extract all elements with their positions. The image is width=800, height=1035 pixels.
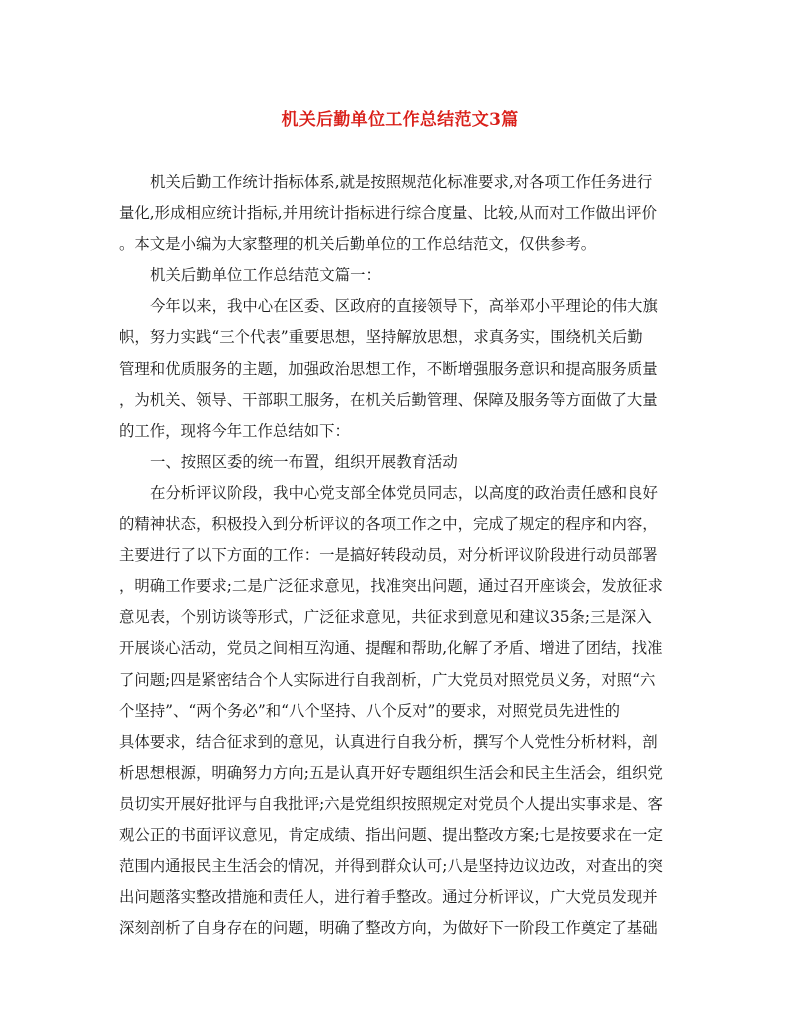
- body-line: 范围内通报民主生活会的情况，并得到群众认可;八是坚持边议边改，对查出的突: [119, 857, 663, 876]
- body-line: 个坚持”、“两个务必”和“八个坚持、八个反对”的要求，对照党员先进性的: [119, 701, 621, 720]
- body-line: ，明确工作要求;二是广泛征求意见，找准突出问题，通过召开座谈会，发放征求: [119, 577, 663, 596]
- body-line: 的工作，现将今年工作总结如下：: [119, 421, 350, 440]
- body-line: 深刻剖析了自身存在的问题，明确了整改方向，为做好下一阶段工作奠定了基础: [119, 919, 658, 938]
- document-body: [119, 167, 685, 944]
- body-line: 在分析评议阶段，我中心党支部全体党员同志，以高度的政治责任感和良好: [150, 483, 658, 502]
- body-line: 帜，努力实践“三个代表”重要思想，坚持解放思想，求真务实，围绕机关后勤: [119, 328, 643, 347]
- body-line: 机关后勤工作统计指标体系,就是按照规范化标准要求,对各项工作任务进行: [150, 173, 653, 191]
- body-line: 开展谈心活动，党员之间相互沟通、提醒和帮助,化解了矛盾、增进了团结，找准: [119, 639, 663, 658]
- body-line: 了问题;四是紧密结合个人实际进行自我剖析，广大党员对照党员义务，对照“六: [119, 670, 656, 689]
- body-line: ，为机关、领导、干部职工服务，在机关后勤管理、保障及服务等方面做了大量: [119, 390, 658, 409]
- body-line: 员切实开展好批评与自我批评;六是党组织按照规定对党员个人提出实事求是、客: [119, 794, 663, 813]
- body-line: 管理和优质服务的主题，加强政治思想工作，不断增强服务意识和提高服务质量: [119, 359, 658, 378]
- body-line: 意见表，个别访谈等形式，广泛征求意见，共征求到意见和建议35条;三是深入: [119, 608, 652, 627]
- body-line: 主要进行了以下方面的工作：一是搞好转段动员，对分析评议阶段进行动员部署: [119, 546, 658, 565]
- body-line: 今年以来，我中心在区委、区政府的直接领导下，高举邓小平理论的伟大旗: [150, 297, 658, 316]
- document-title: 机关后勤单位工作总结范文3篇: [281, 110, 519, 130]
- body-line: 。本文是小编为大家整理的机关后勤单位的工作总结范文，仅供参考。: [119, 235, 597, 254]
- body-line: 量化,形成相应统计指标,并用统计指标进行综合度量、比较,从而对工作做出评价: [119, 204, 657, 223]
- body-line: 具体要求，结合征求到的意见，认真进行自我分析，撰写个人党性分析材料，剖: [119, 732, 658, 751]
- body-line: 析思想根源，明确努力方向;五是认真开好专题组织生活会和民主生活会，组织党: [119, 763, 663, 782]
- body-line: 一、按照区委的统一布置，组织开展教育活动: [150, 452, 458, 471]
- body-line: 的精神状态，积极投入到分析评议的各项工作之中，完成了规定的程序和内容，: [119, 515, 658, 534]
- body-line: 机关后勤单位工作总结范文篇一：: [150, 266, 381, 285]
- body-line: 观公正的书面评议意见，肯定成绩、指出问题、提出整改方案;七是按要求在一定: [119, 825, 663, 844]
- body-line: 出问题落实整改措施和责任人，进行着手整改。通过分析评议，广大党员发现并: [119, 888, 658, 907]
